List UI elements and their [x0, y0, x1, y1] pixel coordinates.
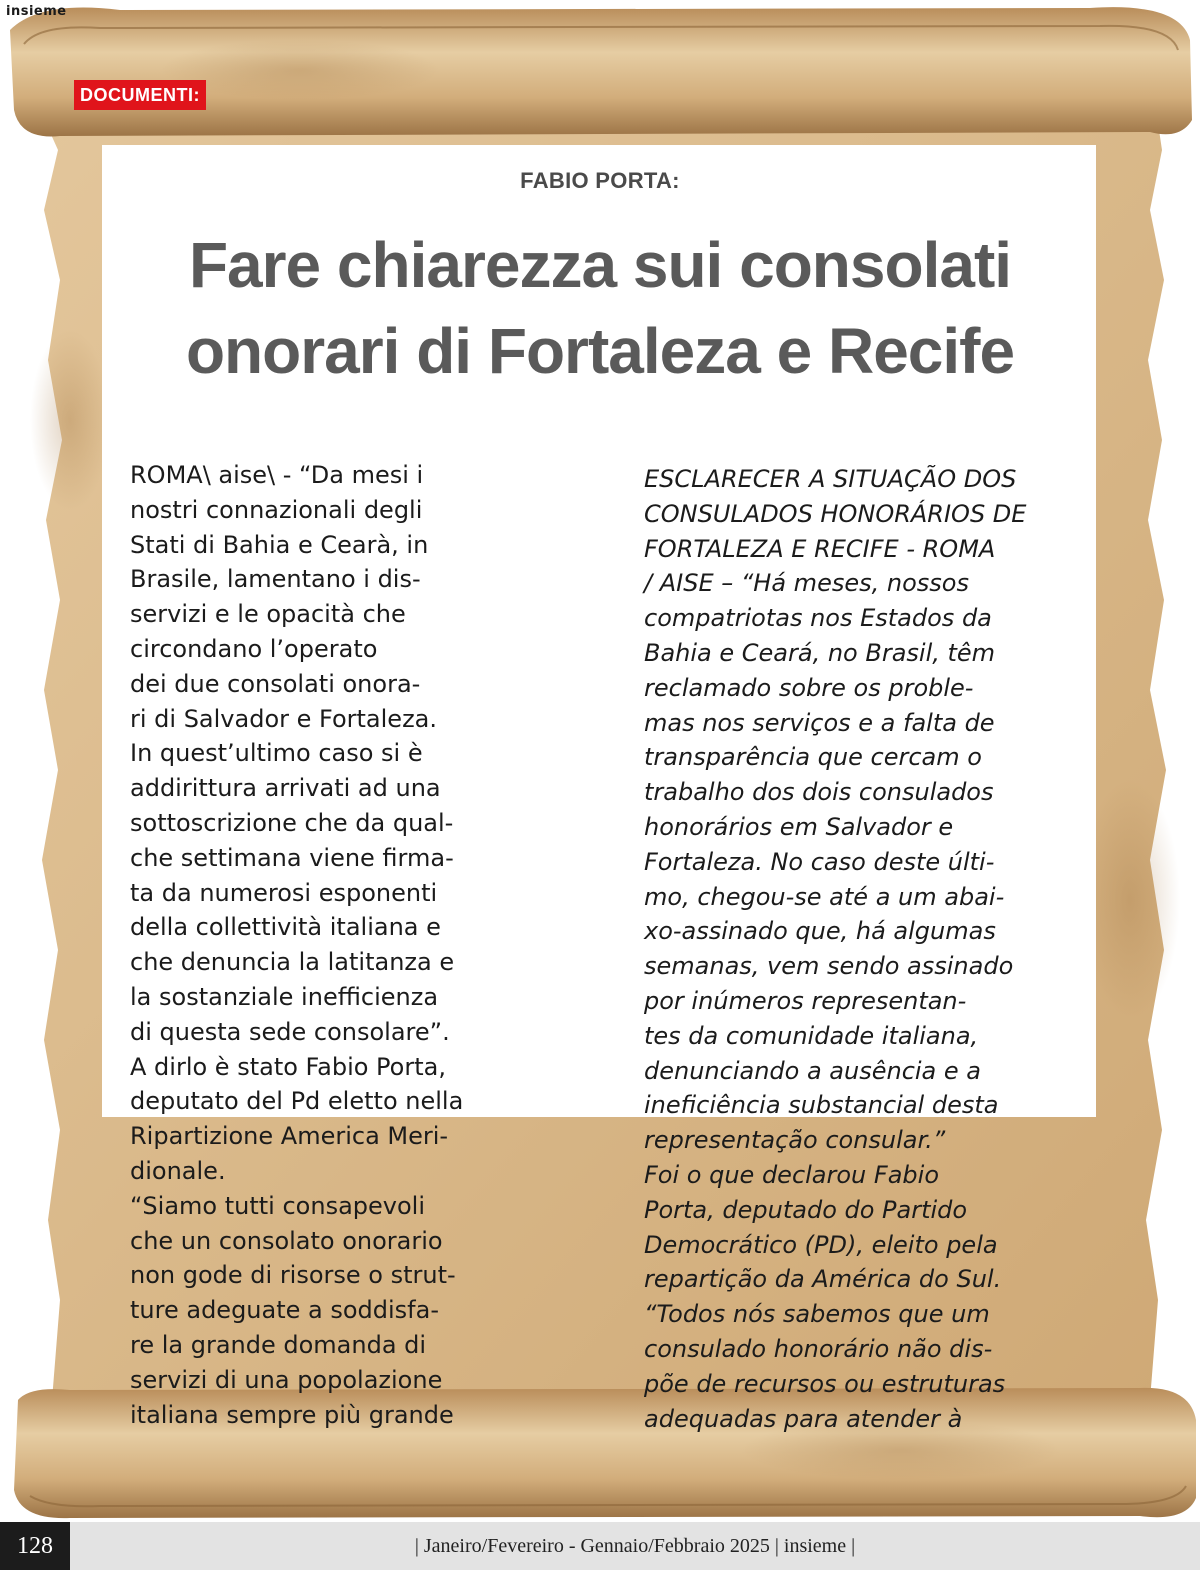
article-body-portuguese [644, 462, 1084, 1436]
article-kicker: FABIO PORTA: [520, 168, 680, 193]
body-line: dionale. [130, 1156, 226, 1185]
body-line: deputato del Pd eletto nella [130, 1087, 464, 1116]
article-body-italian [130, 458, 530, 1432]
title-line: Fare chiarezza sui consolati [188, 229, 1012, 301]
body-line: semanas, vem sendo assinado [644, 952, 1014, 981]
body-line: xo-assinado que, há algumas [644, 917, 996, 946]
body-line: denunciando a ausência e a [644, 1056, 981, 1085]
body-line: transparência que cercam o [644, 743, 982, 772]
page-number: 128 [0, 1522, 70, 1570]
body-line: ri di Salvador e Fortaleza. [130, 704, 438, 733]
body-line: re la grande domanda di [130, 1330, 427, 1359]
body-line: adequadas para atender à [644, 1404, 963, 1433]
footer-issue-text: | Janeiro/Fevereiro - Gennaio/Febbraio 2025 | insieme | [414, 1535, 856, 1557]
body-line: “Siamo tutti consapevoli [130, 1191, 425, 1220]
body-line: CONSULADOS HONORÁRIOS DE [644, 499, 1027, 528]
body-line: italiana sempre più grande [130, 1400, 454, 1429]
body-line: Bahia e Ceará, no Brasil, têm [644, 638, 996, 667]
body-line: che denuncia la latitanza e [130, 948, 455, 977]
body-line: representação consular.” [644, 1126, 946, 1155]
body-line: servizi e le opacità che [130, 600, 406, 629]
body-line: la sostanziale inefficienza [130, 982, 439, 1011]
body-line: Porta, deputado do Partido [644, 1195, 968, 1224]
body-line: consulado honorário não dis- [644, 1334, 993, 1363]
body-line: ture adeguate a soddisfa- [130, 1296, 439, 1325]
body-line: A dirlo è stato Fabio Porta, [130, 1052, 446, 1081]
body-line: tes da comunidade italiana, [644, 1021, 979, 1050]
body-line: servizi di una popolazione [130, 1365, 443, 1394]
body-line: sottoscrizione che da qual- [130, 808, 454, 837]
body-line: circondano l’operato [130, 634, 378, 663]
body-line: che un consolato onorario [130, 1226, 443, 1255]
body-line: Foi o que declarou Fabio [644, 1160, 939, 1189]
body-line: nostri connazionali degli [130, 495, 423, 524]
title-line: onorari di Fortaleza e Recife [185, 315, 1015, 387]
body-line: ESCLARECER A SITUAÇÃO DOS [644, 465, 1017, 493]
body-line: Democrático (PD), eleito pela [644, 1230, 998, 1259]
section-tag: DOCUMENTI: [74, 80, 206, 110]
body-line: della collettività italiana e [130, 913, 441, 942]
body-line: Brasile, lamentano i dis- [130, 565, 421, 594]
body-line: Stati di Bahia e Cearà, in [130, 530, 429, 559]
body-line: In quest’ultimo caso si è [130, 739, 423, 768]
body-line: honorários em Salvador e [644, 812, 954, 841]
body-line: trabalho dos dois consulados [644, 778, 994, 807]
body-line: / AISE – “Há meses, nossos [644, 569, 969, 598]
brand-logo: insieme [6, 4, 67, 19]
body-line: ROMA\ aise\ - “Da mesi i [130, 461, 424, 489]
body-line: repartição da América do Sul. [644, 1265, 1002, 1294]
body-line: addirittura arrivati ad una [130, 774, 441, 803]
body-line: ineficiência substancial desta [644, 1091, 999, 1120]
body-line: Fortaleza. No caso deste últi- [644, 847, 995, 876]
body-line: FORTALEZA E RECIFE - ROMA [644, 534, 996, 563]
body-line: mas nos serviços e a falta de [644, 708, 995, 737]
body-line: ta da numerosi esponenti [130, 878, 438, 907]
body-line: mo, chegou-se até a um abai- [644, 882, 1005, 911]
body-line: compatriotas nos Estados da [644, 604, 992, 633]
body-line: dei due consolati onora- [130, 669, 421, 698]
article-title [110, 222, 1090, 394]
body-line: por inúmeros representan- [644, 986, 967, 1015]
body-line: che settimana viene firma- [130, 843, 454, 872]
body-line: “Todos nós sabemos que um [644, 1300, 990, 1329]
body-line: Ripartizione America Meri- [130, 1122, 449, 1151]
body-line: non gode di risorse o strut- [130, 1261, 456, 1290]
body-line: reclamado sobre os proble- [644, 673, 974, 702]
body-line: di questa sede consolare”. [130, 1017, 450, 1046]
body-line: põe de recursos ou estruturas [644, 1369, 1006, 1398]
